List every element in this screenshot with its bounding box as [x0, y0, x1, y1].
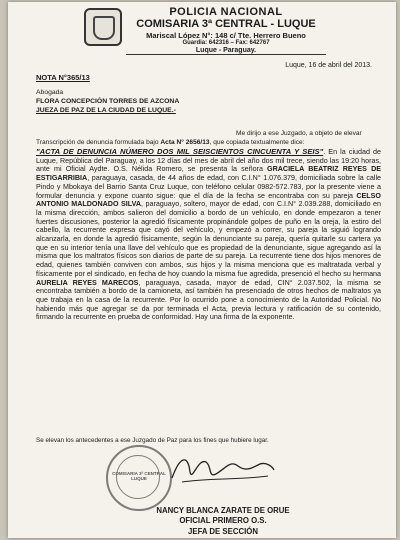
signer-position: JEFA DE SECCIÓN — [188, 527, 258, 536]
intro-text-end: , que copiada textualmente dice: — [209, 138, 305, 146]
station-name: COMISARIA 3ª CENTRAL - LUQUE — [136, 18, 316, 30]
signer-rank: OFICIAL PRIMERO O.S. — [179, 516, 267, 525]
body-text: . En la ciudad de Luque, República del Paraguay, a los 12 días del mes de abril del año dos mil trece, siendo las 19:20 horas, ante mi Oficial Aydte. O.S. Nélida Romero, se presenta la señora — [36, 148, 381, 174]
complaint-transcript — [36, 148, 381, 322]
intro-paragraph — [36, 130, 381, 147]
station-city: Luque - Paraguay. — [195, 47, 257, 54]
station-phones: Guardia: 642316 – Fax: 642767 — [182, 40, 270, 46]
witness-name: AURELIA REYES MARECOS — [36, 278, 139, 287]
org-name: POLICIA NACIONAL — [169, 6, 283, 18]
recipient-block — [36, 88, 179, 115]
complainant-name: GRACIELA BEATRIZ REYES DE ESTIGARRIBIA — [36, 165, 381, 183]
intro-text: Me dirijo a ese Juzgado, a objeto de elevar Transcripción de denuncia formulada bajo — [36, 130, 362, 146]
act-heading: "ACTA DE DENUNCIA NÚMERO DOS MIL SEISCIENTOS CINCUENTA Y SEIS" — [36, 147, 324, 156]
recipient-name: FLORA CONCEPCIÓN TORRES DE AZCONA — [36, 98, 180, 105]
station-address: Mariscal López N°: 148 c/ Tte. Herrero Bueno — [146, 31, 306, 40]
signer-name: NANCY BLANCA ZARATE DE ORUE — [156, 506, 290, 515]
body-text: , paraguayo, soltero, mayor de edad, con C.I.N° 2.039.288, domiciliado en la misma dirección, ambos salieron del domicilio a bordo de un vehículo, en donde empezaron a tener fuertes discusiones, posterior la agredió físicamente propinándole golpes de puño en la oreja, la estiro del cabello, la recurrente expresa que cayó del vehículo, y empezó a correr, su pareja la siguió logrando alcanzarla, en donde la agredió físicamente, según la denunciante su pareja, quería quitarle su cartera ya que en su interior tenía una llave del vehículo que es propiedad de la denunciante, sigue agregando así la misma que los maltratos físicos son diarios de parte de su pareja. La recurrente tiene dos hijos menores de edad, quienes también conviven con ambos, sus hijos y la misma menciona que es maltratada verbal y físicamente por el sindicado, en fecha de hoy cuando la misma fue agredida, presenció el hecho su hermana — [36, 200, 381, 278]
recipient-title: Abogada — [36, 89, 64, 96]
police-seal-icon — [84, 8, 122, 46]
closing-line: Se elevan los antecedentes a ese Juzgado de Paz para los fines que hubiere lugar. — [36, 437, 269, 444]
body-text: , paraguaya, casada, de 44 años de edad, con C.I.N° 1.076.379, domiciliada sobre la calle Pindo y Mbokaya del Barrio Santa Cruz Luque, con teléfono celular 0982-572.783, por la presente viene a formular denuncia y expone cuanto sigue: que el día de la fecha se encontraba con su pareja — [36, 174, 381, 200]
letterhead-divider — [126, 54, 326, 55]
document-date: Luque, 16 de abril del 2013. — [285, 62, 372, 69]
document-page — [8, 2, 396, 538]
note-number: NOTA N°365/13 — [36, 73, 90, 82]
handwritten-signature-icon — [168, 448, 278, 488]
stamp-text: COMISARIA 3ª CENTRAL LUQUE — [112, 471, 166, 481]
recipient-role: JUEZA DE PAZ DE LA CIUDAD DE LUQUE.- — [36, 107, 176, 114]
body-text: , paraguaya, casada, mayor de edad, CIN° 2.037.502, la misma se encontraba también a bordo de la camioneta, así también ha presenciado de otros hechos de maltratos ya que trabaja en la casa de la recurrente. Por lo ocurrido pone a conocimiento de la Autoridad Policial. No habiendo más que agregar se da por terminada el Acta, previa lectura y ratificación de su contenido, firmando la recurrente en prueba de conformidad. Hay una firma de la exponente. — [36, 278, 381, 322]
official-stamp-icon — [106, 445, 172, 511]
letterhead — [126, 6, 326, 54]
act-number: Acta N° 2656/13 — [160, 138, 210, 146]
accused-name: CELSO ANTONIO MALDONADO SILVA — [36, 191, 381, 209]
